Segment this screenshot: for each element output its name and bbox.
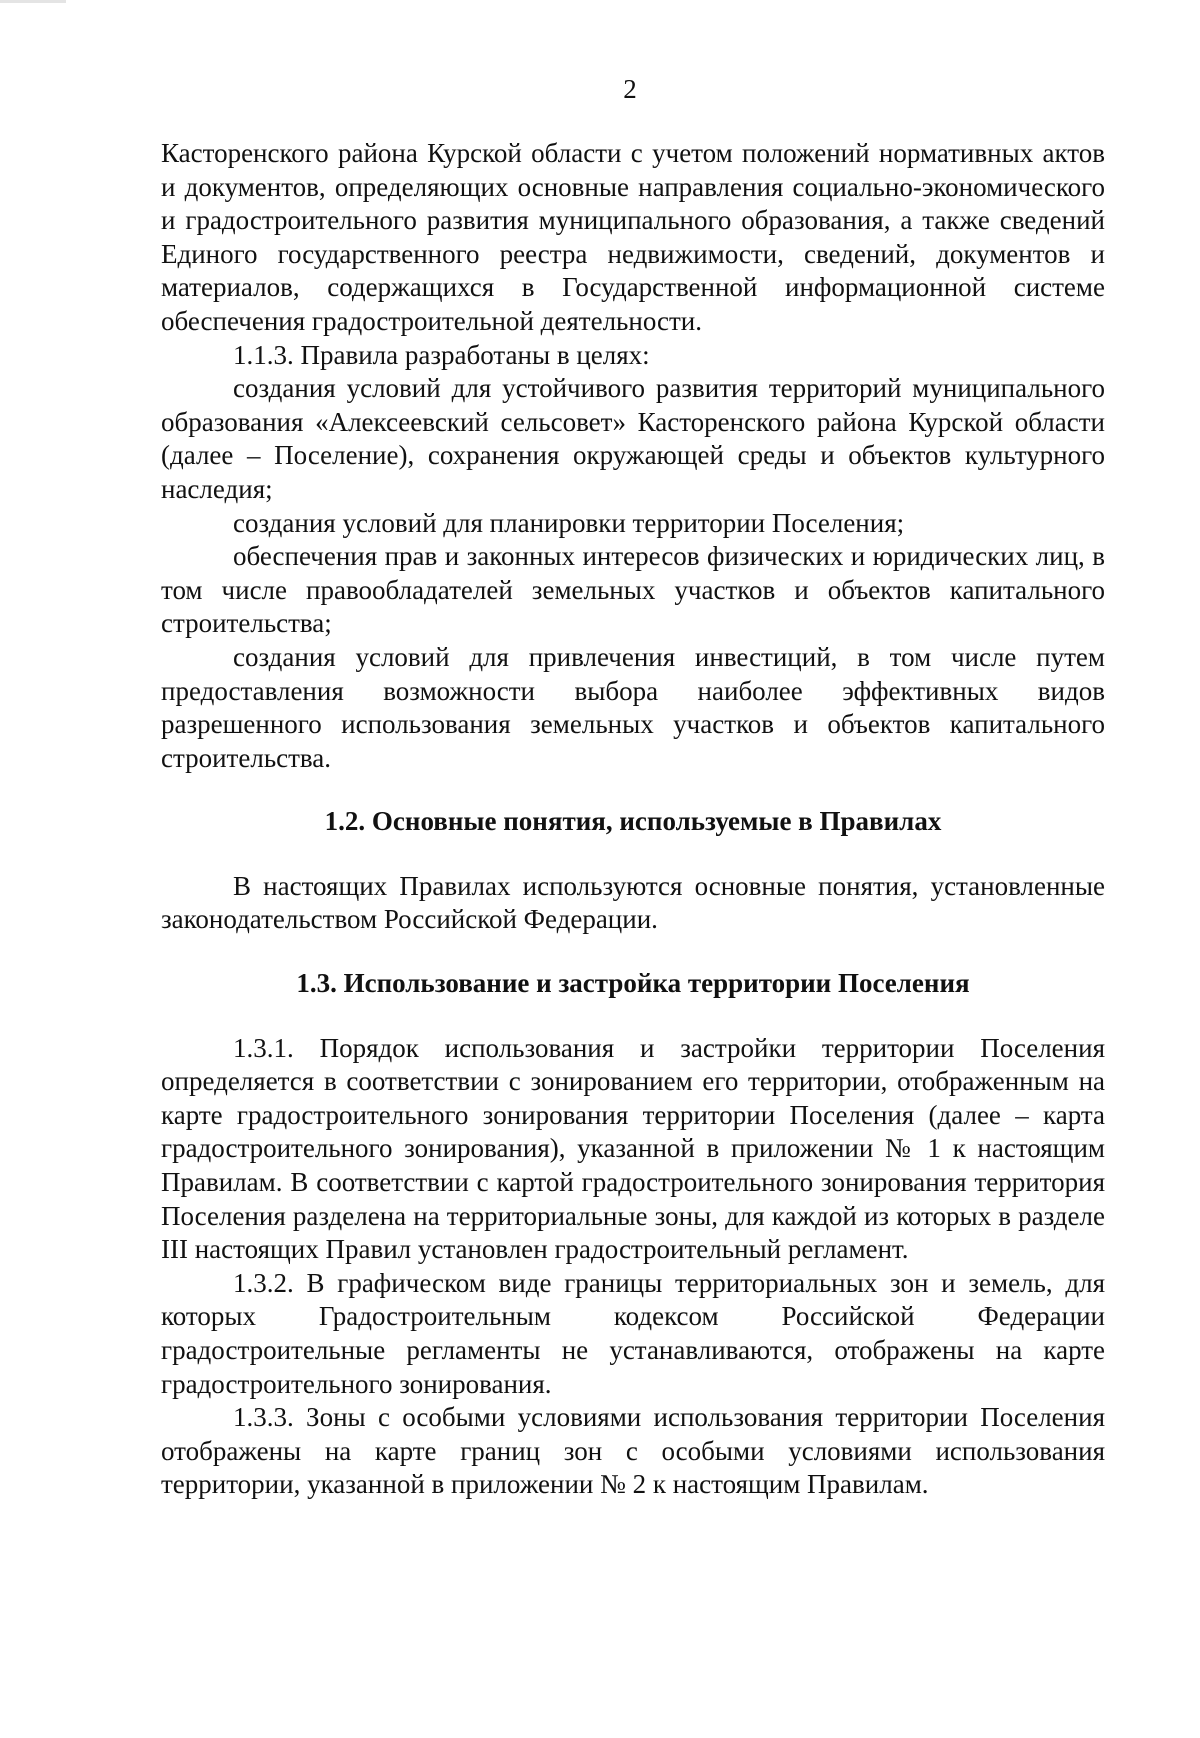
clause-1-1-3-item: создания условий для планировки территории Поселения;: [233, 507, 905, 538]
clause-1-1-3-item: обеспечения прав и законных интересов физических и юридических лиц, в том числе правообладателей земельных участков и объектов капитального строительства;: [161, 541, 1105, 639]
clause-1-3-1: 1.3.1. Порядок использования и застройки территории Поселения определяется в соответствии с зонированием его территории, отображенным на карте градостроительного зонирования территории Поселения (далее – карта градостроительного зонирования), указанной в приложении № 1 к настоящим Правилам. В соответствии с картой градостроительного зонирования территория Поселения разделена на территориальные зоны, для каждой из которых в разделе III настоящих Правил установлен градостроительный регламент.: [161, 1032, 1105, 1265]
clause-1-1-3-lead: 1.1.3. Правила разработаны в целях:: [233, 339, 650, 370]
intro-paragraph: Касторенского района Курской области с учетом положений нормативных актов и документов, определяющих основные направления социально-экономического и градостроительного развития муниципального образования, а также сведений Единого государственного реестра недвижимости, сведений, документов и материалов, содержащихся в Государственной информационной системе обеспечения градостроительной деятельности.: [161, 138, 1105, 336]
section-1-3-heading: 1.3. Использование и застройка территории Поселения: [296, 968, 970, 999]
section-1-2-heading: 1.2. Основные понятия, используемые в Правилах: [324, 806, 942, 837]
page-number: 2: [623, 74, 637, 104]
page-content: [161, 137, 1105, 1502]
clause-1-3-3: 1.3.3. Зоны с особыми условиями использования территории Поселения отображены на карте границ зон с особыми условиями использования территории, указанной в приложении № 2 к настоящим Правилам.: [161, 1402, 1105, 1500]
clause-1-3-2: 1.3.2. В графическом виде границы территориальных зон и земель, для которых Градостроительным кодексом Российской Федерации градостроительные регламенты не устанавливаются, отображены на карте градостроительного зонирования.: [161, 1267, 1105, 1399]
clause-1-1-3-item: создания условий для привлечения инвестиций, в том числе путем предоставления возможности выбора наиболее эффективных видов разрешенного использования земельных участков и объектов капитального строительства.: [161, 641, 1105, 773]
scan-artifact: [0, 0, 66, 3]
clause-1-1-3-item: создания условий для устойчивого развития территорий муниципального образования «Алексеевский сельсовет» Касторенского района Курской области (далее – Поселение), сохранения окружающей среды и объектов культурного наследия;: [161, 373, 1105, 504]
section-1-2-body: В настоящих Правилах используются основные понятия, установленные законодательством Российской Федерации.: [161, 870, 1105, 935]
